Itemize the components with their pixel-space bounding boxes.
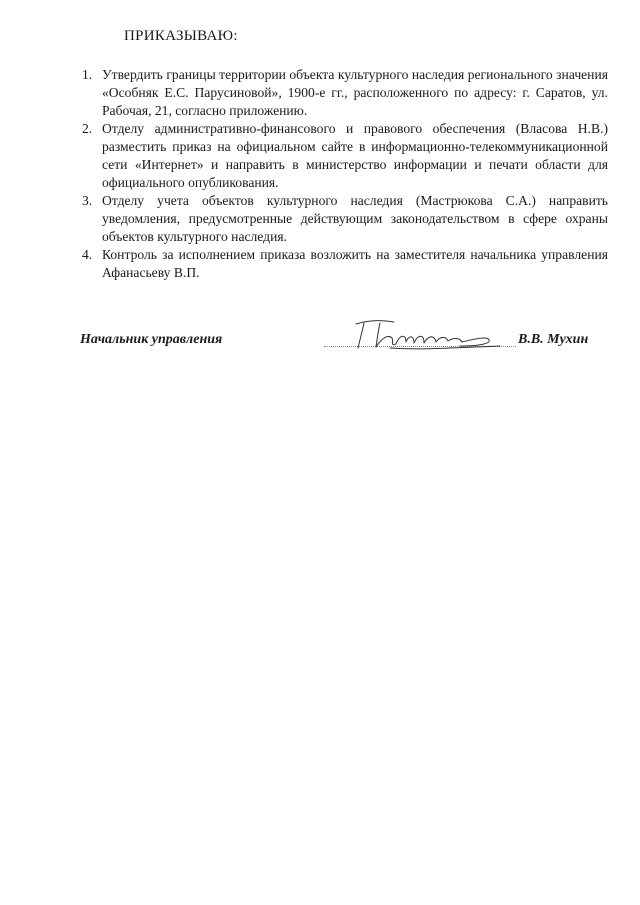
order-item-text: Отделу административно-финансового и правового обеспечения (Власова Н.В.) разместить приказ на официальном сайте в информационно-телекоммуникационной сети «Интернет» и направить в министерство информации и печати области для официального опубликования. bbox=[102, 121, 608, 190]
order-items-list bbox=[82, 66, 608, 282]
order-item bbox=[82, 120, 608, 192]
signature-block bbox=[80, 316, 610, 356]
order-item-text: Контроль за исполнением приказа возложить на заместителя начальника управления Афанасьеву В.П. bbox=[102, 247, 608, 280]
order-item bbox=[82, 66, 608, 120]
order-item bbox=[82, 246, 608, 282]
order-item-number: 2. bbox=[82, 121, 93, 136]
order-heading: ПРИКАЗЫВАЮ: bbox=[124, 28, 238, 44]
signer-name: В.В. Мухин bbox=[518, 332, 589, 347]
order-item bbox=[82, 192, 608, 246]
order-item-text: Утвердить границы территории объекта культурного наследия регионального значения «Особняк Е.С. Парусиновой», 1900-е гг., расположенного по адресу: г. Саратов, ул. Рабочая, 21, согласно приложению. bbox=[102, 67, 608, 118]
order-item-number: 1. bbox=[82, 67, 93, 82]
order-item-number: 4. bbox=[82, 247, 93, 262]
order-item-number: 3. bbox=[82, 193, 93, 208]
order-item-text: Отделу учета объектов культурного наследия (Мастрюкова С.А.) направить уведомления, предусмотренные действующим законодательством в сфере охраны объектов культурного наследия. bbox=[102, 193, 608, 244]
signer-position: Начальник управления bbox=[80, 332, 223, 347]
handwritten-signature bbox=[350, 316, 510, 354]
